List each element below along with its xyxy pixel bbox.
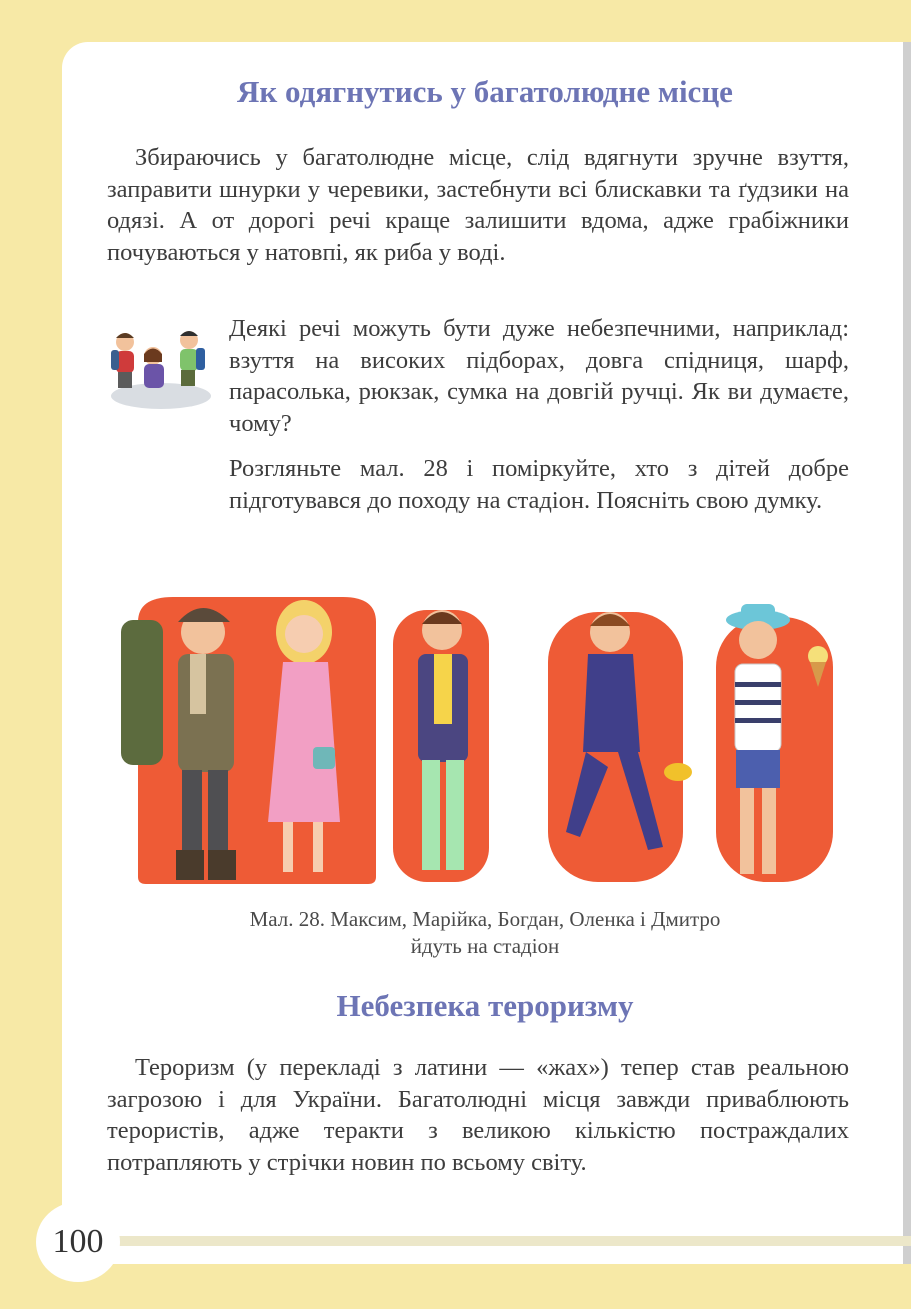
intro-paragraph: Збираючись у багатолюдне місце, слід вдягнути зручне взуття, заправити шнурки у черевики, застебнути всі блискавки та ґудзики на одязі. А от дорогі речі краще залишити вдома, адже грабіжники почуваються у натовпі, як риба у воді. bbox=[107, 144, 849, 266]
task-paragraph: Розгляньте мал. 28 і поміркуйте, хто з дітей добре підготувався до походу на стадіон. Поясніть свою думку. bbox=[229, 455, 849, 514]
figure-caption bbox=[62, 906, 908, 960]
children-illustration bbox=[118, 592, 842, 892]
caption-line-2: йдуть на стадіон bbox=[410, 934, 560, 958]
section-title-terrorism: Небезпека тероризму bbox=[336, 988, 634, 1023]
page-edge bbox=[903, 42, 911, 1264]
caption-line-1: Мал. 28. Максим, Марійка, Богдан, Оленка і Дмитро bbox=[249, 907, 721, 931]
question-paragraph: Деякі речі можуть бути дуже небезпечними, наприклад: взуття на високих підборах, довга спідниця, шарф, парасолька, рюкзак, сумка на довгій ручці. Як ви думаєте, чому? bbox=[229, 315, 849, 437]
page-bottom-band bbox=[118, 1236, 911, 1246]
group-discussion-icon bbox=[103, 316, 218, 414]
section-title: Як одягнутись у багатолюдне місце bbox=[237, 74, 733, 109]
terrorism-paragraph: Тероризм (у перекладі з латини — «жах») тепер став реальною загрозою і для України. Багатолюдні місця завжди приваблюють терористів, адже теракти з великою кількістю постраждалих потрапляють у стрічки новин по всьому світу. bbox=[107, 1054, 849, 1176]
page-number: 100 bbox=[36, 1202, 120, 1282]
